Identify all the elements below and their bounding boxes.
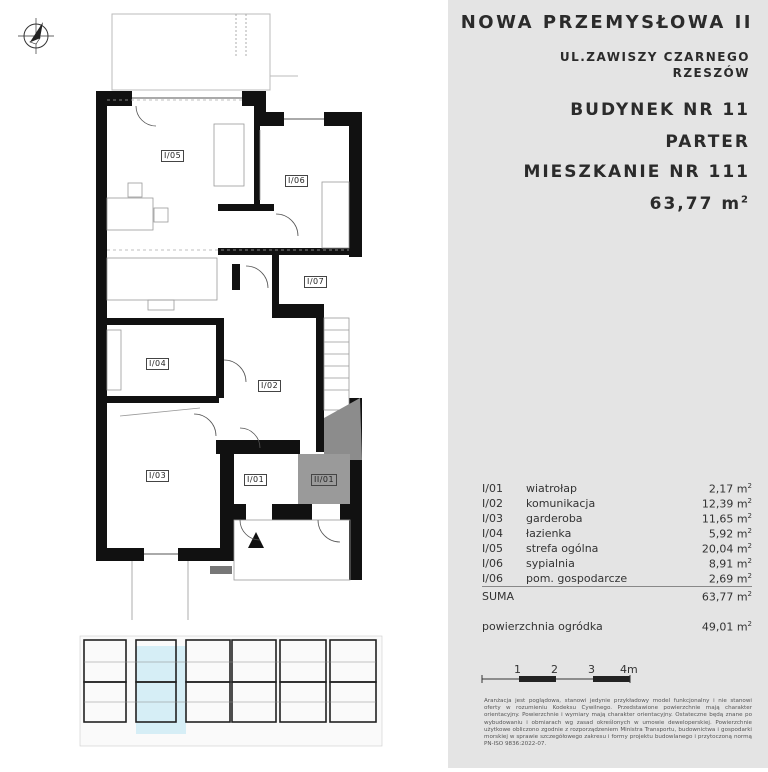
sum-value: 63,77 $m^2$ <box>701 590 752 604</box>
apartment-number: MIESZKANIE NR 111 <box>523 162 750 182</box>
site-plan-thumbnail <box>80 636 382 746</box>
sum-row <box>482 590 752 603</box>
room-label-i01: I/01 <box>244 474 267 486</box>
room-label-i06: I/06 <box>285 175 308 187</box>
room-row: I/05 strefa ogólna 20,04 $m^2$ <box>482 542 752 556</box>
room-row: I/03 garderoba 11,65 $m^2$ <box>482 512 752 526</box>
building-number: BUDYNEK NR 11 <box>570 100 750 120</box>
room-label-i07: I/07 <box>304 276 327 288</box>
room-row: I/06 pom. gospodarcze 2,69 $m^2$ <box>482 572 752 586</box>
sum-label: SUMA <box>482 590 515 603</box>
scale-label: 4m <box>620 663 638 676</box>
city: RZESZÓW <box>672 66 750 80</box>
room-row: I/06 sypialnia 8,91 $m^2$ <box>482 557 752 571</box>
floor-name: PARTER <box>665 132 750 152</box>
garden-row <box>482 620 752 633</box>
room-row: I/01 wiatrołap 2,17 $m^2$ <box>482 482 752 496</box>
room-label-i04: I/04 <box>146 358 169 370</box>
garden-label: powierzchnia ogródka <box>482 620 603 633</box>
scale-label: 1 <box>514 663 521 676</box>
garden-value: 49,01 $m^2$ <box>701 620 752 634</box>
project-title: NOWA PRZEMYSŁOWA II <box>460 12 753 33</box>
room-label-i03: I/03 <box>146 470 169 482</box>
room-row: I/04 łazienka 5,92 $m^2$ <box>482 527 752 541</box>
room-label-i05: I/05 <box>161 150 184 162</box>
room-label-i02: I/02 <box>258 380 281 392</box>
sum-divider <box>482 586 752 587</box>
scale-label: 3 <box>588 663 595 676</box>
north-arrow-icon <box>18 18 54 54</box>
scale-label: 2 <box>551 663 558 676</box>
street-address: UL.ZAWISZY CZARNEGO <box>559 50 750 64</box>
room-row: I/02 komunikacja 12,39 $m^2$ <box>482 497 752 511</box>
disclaimer-text: Aranżacja jest poglądowa, stanowi jedynie przykładowy model funkcjonalny i nie stanowi oferty w rozumieniu Kodeksu Cywilnego. Przedstawione powierzchnie mają charakter orientacyjny. Powierzchnie i wymiary mają charakter orientacyjny. Ostateczne będą znane po wybudowaniu i obmiarach wg zasad określonych w umowie deweloperskiej. Powierzchnie użytkowe obliczono zgodnie z rozporządzeniem Ministra Transportu, budownictwa i gospodarki morskiej w sprawie szczegółowego zakresu i formy projektu budowlanego i przytoczoną normą PN-ISO 9836:2022-07. <box>484 698 752 748</box>
room-label-ii01: II/01 <box>311 474 337 486</box>
apartment-area: 63,77 $m^2$ <box>649 194 750 214</box>
scale-bar <box>480 672 640 686</box>
